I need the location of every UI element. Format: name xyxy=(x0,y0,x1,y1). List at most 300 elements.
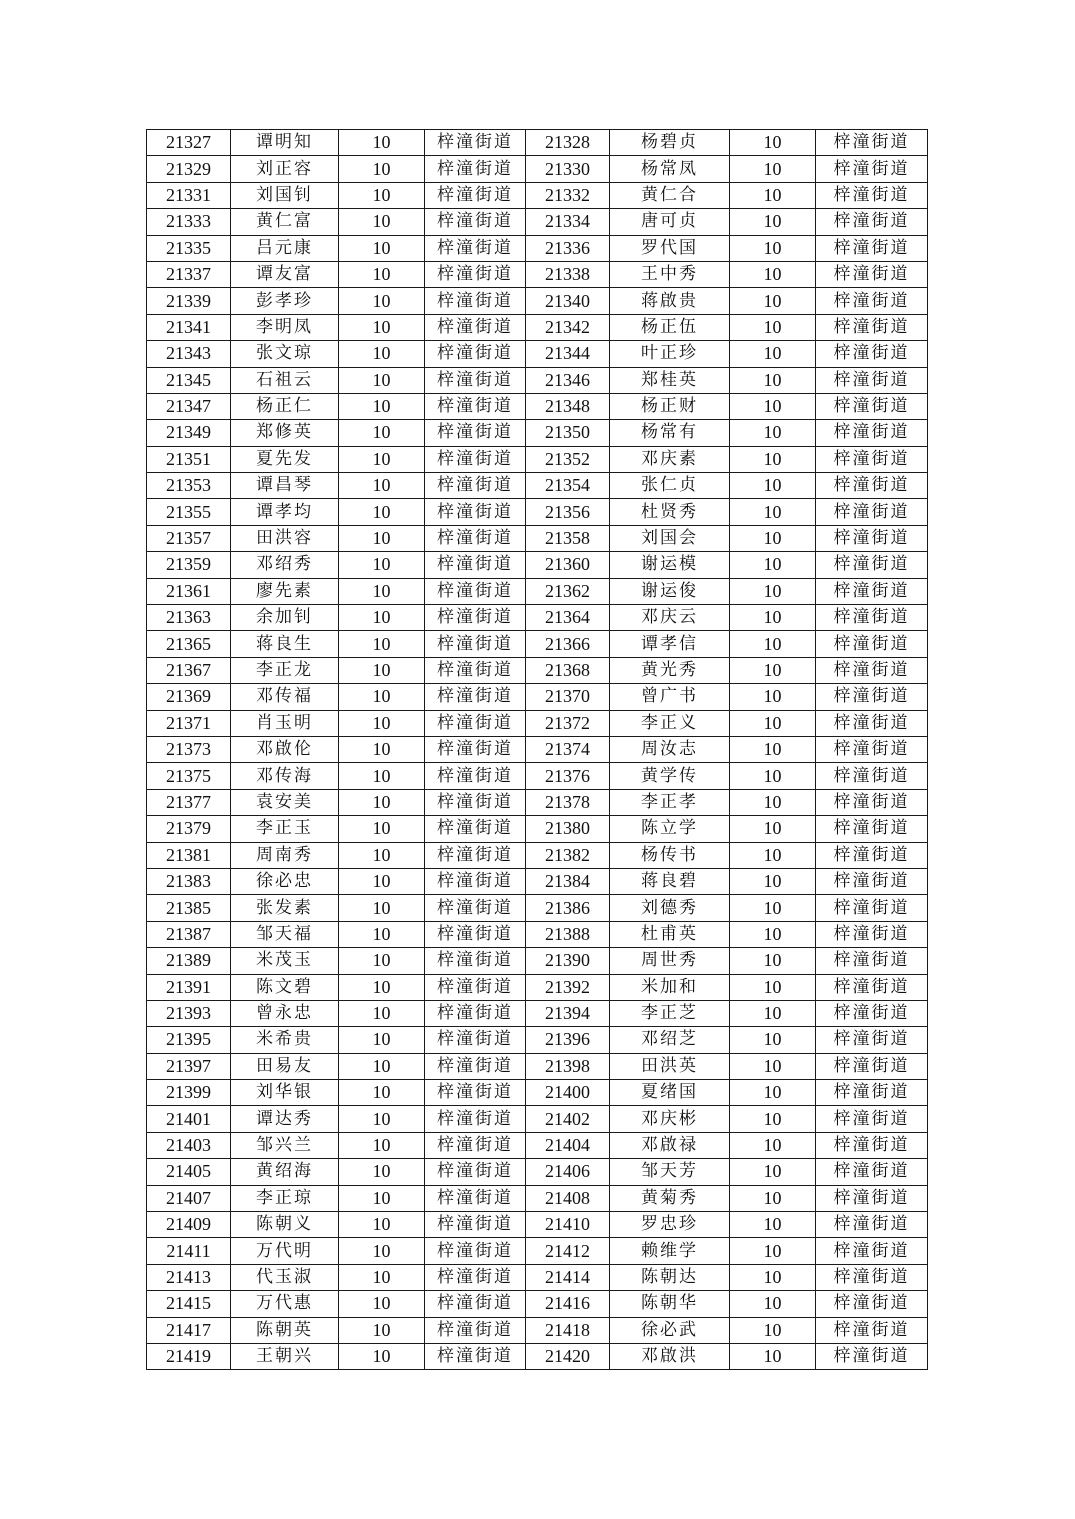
right-serial-number-cell: 21396 xyxy=(526,1027,610,1053)
left-serial-number-cell: 21391 xyxy=(147,974,231,1000)
table-row xyxy=(147,1264,928,1290)
right-street-cell: 梓潼街道 xyxy=(816,763,928,789)
right-street-cell: 梓潼街道 xyxy=(816,974,928,1000)
right-amount-cell: 10 xyxy=(730,235,816,261)
left-amount-cell: 10 xyxy=(339,552,425,578)
right-serial-number-cell: 21376 xyxy=(526,763,610,789)
table-row xyxy=(147,130,928,156)
right-serial-number-cell: 21350 xyxy=(526,420,610,446)
left-person-name-cell: 陈文碧 xyxy=(231,974,339,1000)
right-amount-cell: 10 xyxy=(730,816,816,842)
right-serial-number-cell: 21408 xyxy=(526,1185,610,1211)
left-person-name-cell: 谭明知 xyxy=(231,130,339,156)
right-person-name-cell: 陈朝达 xyxy=(610,1264,730,1290)
right-serial-number-cell: 21378 xyxy=(526,789,610,815)
left-street-cell: 梓潼街道 xyxy=(425,1185,526,1211)
left-person-name-cell: 王朝兴 xyxy=(231,1343,339,1369)
right-person-name-cell: 唐可贞 xyxy=(610,209,730,235)
left-serial-number-cell: 21349 xyxy=(147,420,231,446)
left-amount-cell: 10 xyxy=(339,525,425,551)
right-person-name-cell: 蒋啟贵 xyxy=(610,288,730,314)
right-serial-number-cell: 21404 xyxy=(526,1132,610,1158)
right-street-cell: 梓潼街道 xyxy=(816,182,928,208)
right-serial-number-cell: 21394 xyxy=(526,1000,610,1026)
table-row xyxy=(147,393,928,419)
right-amount-cell: 10 xyxy=(730,974,816,1000)
right-street-cell: 梓潼街道 xyxy=(816,525,928,551)
left-person-name-cell: 谭达秀 xyxy=(231,1106,339,1132)
right-amount-cell: 10 xyxy=(730,895,816,921)
left-person-name-cell: 谭昌琴 xyxy=(231,473,339,499)
right-street-cell: 梓潼街道 xyxy=(816,1106,928,1132)
table-row xyxy=(147,816,928,842)
left-street-cell: 梓潼街道 xyxy=(425,1343,526,1369)
left-serial-number-cell: 21403 xyxy=(147,1132,231,1158)
right-person-name-cell: 邓绍芝 xyxy=(610,1027,730,1053)
right-serial-number-cell: 21330 xyxy=(526,156,610,182)
right-person-name-cell: 邓庆彬 xyxy=(610,1106,730,1132)
right-amount-cell: 10 xyxy=(730,261,816,287)
left-amount-cell: 10 xyxy=(339,156,425,182)
left-serial-number-cell: 21367 xyxy=(147,657,231,683)
left-person-name-cell: 袁安美 xyxy=(231,789,339,815)
table-row xyxy=(147,1159,928,1185)
left-street-cell: 梓潼街道 xyxy=(425,261,526,287)
left-street-cell: 梓潼街道 xyxy=(425,605,526,631)
right-person-name-cell: 刘德秀 xyxy=(610,895,730,921)
right-serial-number-cell: 21342 xyxy=(526,314,610,340)
left-serial-number-cell: 21389 xyxy=(147,948,231,974)
left-person-name-cell: 余加钊 xyxy=(231,605,339,631)
table-row xyxy=(147,1238,928,1264)
left-serial-number-cell: 21415 xyxy=(147,1291,231,1317)
left-person-name-cell: 彭孝珍 xyxy=(231,288,339,314)
left-serial-number-cell: 21379 xyxy=(147,816,231,842)
table-row xyxy=(147,578,928,604)
right-amount-cell: 10 xyxy=(730,684,816,710)
right-person-name-cell: 罗代国 xyxy=(610,235,730,261)
right-person-name-cell: 张仁贞 xyxy=(610,473,730,499)
right-amount-cell: 10 xyxy=(730,605,816,631)
right-person-name-cell: 杨碧贞 xyxy=(610,130,730,156)
right-person-name-cell: 黄学传 xyxy=(610,763,730,789)
left-person-name-cell: 张文琼 xyxy=(231,341,339,367)
left-person-name-cell: 田易友 xyxy=(231,1053,339,1079)
left-amount-cell: 10 xyxy=(339,1238,425,1264)
left-street-cell: 梓潼街道 xyxy=(425,710,526,736)
right-amount-cell: 10 xyxy=(730,130,816,156)
left-serial-number-cell: 21405 xyxy=(147,1159,231,1185)
right-amount-cell: 10 xyxy=(730,288,816,314)
right-serial-number-cell: 21372 xyxy=(526,710,610,736)
right-street-cell: 梓潼街道 xyxy=(816,1000,928,1026)
left-serial-number-cell: 21375 xyxy=(147,763,231,789)
right-amount-cell: 10 xyxy=(730,1053,816,1079)
left-serial-number-cell: 21393 xyxy=(147,1000,231,1026)
table-row xyxy=(147,1343,928,1369)
right-person-name-cell: 杨传书 xyxy=(610,842,730,868)
left-amount-cell: 10 xyxy=(339,684,425,710)
left-person-name-cell: 米茂玉 xyxy=(231,948,339,974)
right-person-name-cell: 黄光秀 xyxy=(610,657,730,683)
right-serial-number-cell: 21410 xyxy=(526,1212,610,1238)
right-street-cell: 梓潼街道 xyxy=(816,288,928,314)
table-row xyxy=(147,1106,928,1132)
right-person-name-cell: 邓庆云 xyxy=(610,605,730,631)
left-serial-number-cell: 21409 xyxy=(147,1212,231,1238)
table-row xyxy=(147,921,928,947)
table-row xyxy=(147,789,928,815)
left-amount-cell: 10 xyxy=(339,657,425,683)
right-amount-cell: 10 xyxy=(730,631,816,657)
right-serial-number-cell: 21398 xyxy=(526,1053,610,1079)
right-serial-number-cell: 21348 xyxy=(526,393,610,419)
left-amount-cell: 10 xyxy=(339,1000,425,1026)
left-street-cell: 梓潼街道 xyxy=(425,288,526,314)
right-person-name-cell: 王中秀 xyxy=(610,261,730,287)
right-person-name-cell: 徐必武 xyxy=(610,1317,730,1343)
right-serial-number-cell: 21354 xyxy=(526,473,610,499)
table-row xyxy=(147,605,928,631)
left-street-cell: 梓潼街道 xyxy=(425,631,526,657)
left-amount-cell: 10 xyxy=(339,816,425,842)
left-person-name-cell: 邓绍秀 xyxy=(231,552,339,578)
right-person-name-cell: 赖维学 xyxy=(610,1238,730,1264)
right-street-cell: 梓潼街道 xyxy=(816,816,928,842)
left-street-cell: 梓潼街道 xyxy=(425,552,526,578)
right-street-cell: 梓潼街道 xyxy=(816,1264,928,1290)
left-street-cell: 梓潼街道 xyxy=(425,789,526,815)
left-amount-cell: 10 xyxy=(339,1080,425,1106)
right-street-cell: 梓潼街道 xyxy=(816,420,928,446)
right-serial-number-cell: 21406 xyxy=(526,1159,610,1185)
table-row xyxy=(147,341,928,367)
right-serial-number-cell: 21328 xyxy=(526,130,610,156)
left-person-name-cell: 郑修英 xyxy=(231,420,339,446)
right-amount-cell: 10 xyxy=(730,868,816,894)
right-person-name-cell: 谢运模 xyxy=(610,552,730,578)
left-serial-number-cell: 21377 xyxy=(147,789,231,815)
left-street-cell: 梓潼街道 xyxy=(425,446,526,472)
left-street-cell: 梓潼街道 xyxy=(425,948,526,974)
left-street-cell: 梓潼街道 xyxy=(425,156,526,182)
left-serial-number-cell: 21395 xyxy=(147,1027,231,1053)
left-street-cell: 梓潼街道 xyxy=(425,1264,526,1290)
left-serial-number-cell: 21351 xyxy=(147,446,231,472)
right-person-name-cell: 罗忠珍 xyxy=(610,1212,730,1238)
right-street-cell: 梓潼街道 xyxy=(816,209,928,235)
left-person-name-cell: 田洪容 xyxy=(231,525,339,551)
right-street-cell: 梓潼街道 xyxy=(816,1132,928,1158)
right-street-cell: 梓潼街道 xyxy=(816,736,928,762)
right-street-cell: 梓潼街道 xyxy=(816,1027,928,1053)
left-street-cell: 梓潼街道 xyxy=(425,1000,526,1026)
right-amount-cell: 10 xyxy=(730,1132,816,1158)
right-person-name-cell: 夏绪国 xyxy=(610,1080,730,1106)
table-row xyxy=(147,261,928,287)
left-person-name-cell: 廖先素 xyxy=(231,578,339,604)
table-row xyxy=(147,1291,928,1317)
left-street-cell: 梓潼街道 xyxy=(425,1291,526,1317)
right-person-name-cell: 曾广书 xyxy=(610,684,730,710)
left-serial-number-cell: 21411 xyxy=(147,1238,231,1264)
left-serial-number-cell: 21371 xyxy=(147,710,231,736)
left-street-cell: 梓潼街道 xyxy=(425,1080,526,1106)
left-person-name-cell: 吕元康 xyxy=(231,235,339,261)
right-amount-cell: 10 xyxy=(730,156,816,182)
left-amount-cell: 10 xyxy=(339,868,425,894)
left-serial-number-cell: 21365 xyxy=(147,631,231,657)
document-page xyxy=(146,129,927,1370)
left-serial-number-cell: 21401 xyxy=(147,1106,231,1132)
left-amount-cell: 10 xyxy=(339,1291,425,1317)
right-street-cell: 梓潼街道 xyxy=(816,314,928,340)
right-serial-number-cell: 21358 xyxy=(526,525,610,551)
left-person-name-cell: 黄仁富 xyxy=(231,209,339,235)
right-serial-number-cell: 21420 xyxy=(526,1343,610,1369)
left-street-cell: 梓潼街道 xyxy=(425,393,526,419)
left-amount-cell: 10 xyxy=(339,314,425,340)
left-person-name-cell: 杨正仁 xyxy=(231,393,339,419)
right-street-cell: 梓潼街道 xyxy=(816,921,928,947)
left-amount-cell: 10 xyxy=(339,1343,425,1369)
left-street-cell: 梓潼街道 xyxy=(425,974,526,1000)
roster-table xyxy=(146,129,928,1370)
table-row xyxy=(147,631,928,657)
right-street-cell: 梓潼街道 xyxy=(816,868,928,894)
right-amount-cell: 10 xyxy=(730,1000,816,1026)
left-serial-number-cell: 21331 xyxy=(147,182,231,208)
right-amount-cell: 10 xyxy=(730,1238,816,1264)
left-street-cell: 梓潼街道 xyxy=(425,816,526,842)
left-amount-cell: 10 xyxy=(339,1027,425,1053)
right-serial-number-cell: 21386 xyxy=(526,895,610,921)
right-street-cell: 梓潼街道 xyxy=(816,789,928,815)
left-amount-cell: 10 xyxy=(339,367,425,393)
left-street-cell: 梓潼街道 xyxy=(425,209,526,235)
left-person-name-cell: 陈朝英 xyxy=(231,1317,339,1343)
table-row xyxy=(147,1212,928,1238)
right-serial-number-cell: 21402 xyxy=(526,1106,610,1132)
right-amount-cell: 10 xyxy=(730,1027,816,1053)
left-person-name-cell: 谭孝均 xyxy=(231,499,339,525)
right-serial-number-cell: 21418 xyxy=(526,1317,610,1343)
left-amount-cell: 10 xyxy=(339,631,425,657)
left-person-name-cell: 李正玉 xyxy=(231,816,339,842)
left-serial-number-cell: 21359 xyxy=(147,552,231,578)
table-row xyxy=(147,288,928,314)
left-street-cell: 梓潼街道 xyxy=(425,235,526,261)
right-amount-cell: 10 xyxy=(730,763,816,789)
table-row xyxy=(147,156,928,182)
right-amount-cell: 10 xyxy=(730,842,816,868)
right-amount-cell: 10 xyxy=(730,393,816,419)
right-street-cell: 梓潼街道 xyxy=(816,130,928,156)
right-amount-cell: 10 xyxy=(730,182,816,208)
right-street-cell: 梓潼街道 xyxy=(816,473,928,499)
right-street-cell: 梓潼街道 xyxy=(816,261,928,287)
left-person-name-cell: 邓啟伦 xyxy=(231,736,339,762)
right-person-name-cell: 谢运俊 xyxy=(610,578,730,604)
left-amount-cell: 10 xyxy=(339,235,425,261)
left-serial-number-cell: 21329 xyxy=(147,156,231,182)
left-street-cell: 梓潼街道 xyxy=(425,473,526,499)
right-person-name-cell: 杜贤秀 xyxy=(610,499,730,525)
left-person-name-cell: 李正琼 xyxy=(231,1185,339,1211)
table-row xyxy=(147,710,928,736)
right-serial-number-cell: 21374 xyxy=(526,736,610,762)
right-street-cell: 梓潼街道 xyxy=(816,235,928,261)
left-amount-cell: 10 xyxy=(339,921,425,947)
left-street-cell: 梓潼街道 xyxy=(425,1238,526,1264)
right-person-name-cell: 邹天芳 xyxy=(610,1159,730,1185)
table-row xyxy=(147,367,928,393)
right-amount-cell: 10 xyxy=(730,367,816,393)
right-person-name-cell: 郑桂英 xyxy=(610,367,730,393)
table-row xyxy=(147,420,928,446)
left-serial-number-cell: 21357 xyxy=(147,525,231,551)
left-amount-cell: 10 xyxy=(339,605,425,631)
table-row xyxy=(147,499,928,525)
left-amount-cell: 10 xyxy=(339,1212,425,1238)
right-street-cell: 梓潼街道 xyxy=(816,631,928,657)
left-amount-cell: 10 xyxy=(339,473,425,499)
left-street-cell: 梓潼街道 xyxy=(425,657,526,683)
left-serial-number-cell: 21339 xyxy=(147,288,231,314)
right-person-name-cell: 黄菊秀 xyxy=(610,1185,730,1211)
left-person-name-cell: 曾永忠 xyxy=(231,1000,339,1026)
right-person-name-cell: 米加和 xyxy=(610,974,730,1000)
left-amount-cell: 10 xyxy=(339,261,425,287)
left-person-name-cell: 蒋良生 xyxy=(231,631,339,657)
left-person-name-cell: 邹天福 xyxy=(231,921,339,947)
left-serial-number-cell: 21343 xyxy=(147,341,231,367)
right-person-name-cell: 杨常有 xyxy=(610,420,730,446)
left-amount-cell: 10 xyxy=(339,446,425,472)
left-serial-number-cell: 21363 xyxy=(147,605,231,631)
left-street-cell: 梓潼街道 xyxy=(425,182,526,208)
left-street-cell: 梓潼街道 xyxy=(425,842,526,868)
left-serial-number-cell: 21407 xyxy=(147,1185,231,1211)
table-row xyxy=(147,1000,928,1026)
left-person-name-cell: 周南秀 xyxy=(231,842,339,868)
right-serial-number-cell: 21356 xyxy=(526,499,610,525)
left-amount-cell: 10 xyxy=(339,763,425,789)
right-amount-cell: 10 xyxy=(730,341,816,367)
left-amount-cell: 10 xyxy=(339,182,425,208)
right-person-name-cell: 李正孝 xyxy=(610,789,730,815)
right-person-name-cell: 陈立学 xyxy=(610,816,730,842)
left-amount-cell: 10 xyxy=(339,1132,425,1158)
table-row xyxy=(147,895,928,921)
left-amount-cell: 10 xyxy=(339,420,425,446)
right-street-cell: 梓潼街道 xyxy=(816,948,928,974)
left-serial-number-cell: 21333 xyxy=(147,209,231,235)
table-row xyxy=(147,948,928,974)
left-street-cell: 梓潼街道 xyxy=(425,684,526,710)
right-serial-number-cell: 21380 xyxy=(526,816,610,842)
right-street-cell: 梓潼街道 xyxy=(816,1185,928,1211)
left-person-name-cell: 夏先发 xyxy=(231,446,339,472)
right-amount-cell: 10 xyxy=(730,1212,816,1238)
table-row xyxy=(147,552,928,578)
left-person-name-cell: 邓传福 xyxy=(231,684,339,710)
right-person-name-cell: 邓啟禄 xyxy=(610,1132,730,1158)
left-street-cell: 梓潼街道 xyxy=(425,868,526,894)
left-serial-number-cell: 21341 xyxy=(147,314,231,340)
left-street-cell: 梓潼街道 xyxy=(425,1159,526,1185)
right-street-cell: 梓潼街道 xyxy=(816,1291,928,1317)
right-serial-number-cell: 21340 xyxy=(526,288,610,314)
left-amount-cell: 10 xyxy=(339,736,425,762)
left-amount-cell: 10 xyxy=(339,130,425,156)
left-street-cell: 梓潼街道 xyxy=(425,1106,526,1132)
right-serial-number-cell: 21352 xyxy=(526,446,610,472)
left-serial-number-cell: 21353 xyxy=(147,473,231,499)
left-serial-number-cell: 21417 xyxy=(147,1317,231,1343)
right-amount-cell: 10 xyxy=(730,552,816,578)
right-amount-cell: 10 xyxy=(730,736,816,762)
right-serial-number-cell: 21336 xyxy=(526,235,610,261)
left-serial-number-cell: 21335 xyxy=(147,235,231,261)
right-street-cell: 梓潼街道 xyxy=(816,552,928,578)
left-street-cell: 梓潼街道 xyxy=(425,763,526,789)
table-row xyxy=(147,1317,928,1343)
left-person-name-cell: 刘华银 xyxy=(231,1080,339,1106)
left-serial-number-cell: 21345 xyxy=(147,367,231,393)
right-serial-number-cell: 21332 xyxy=(526,182,610,208)
left-serial-number-cell: 21419 xyxy=(147,1343,231,1369)
left-street-cell: 梓潼街道 xyxy=(425,367,526,393)
table-row xyxy=(147,974,928,1000)
left-street-cell: 梓潼街道 xyxy=(425,314,526,340)
right-amount-cell: 10 xyxy=(730,578,816,604)
right-amount-cell: 10 xyxy=(730,473,816,499)
right-amount-cell: 10 xyxy=(730,1185,816,1211)
left-street-cell: 梓潼街道 xyxy=(425,420,526,446)
right-street-cell: 梓潼街道 xyxy=(816,1238,928,1264)
left-street-cell: 梓潼街道 xyxy=(425,895,526,921)
left-serial-number-cell: 21385 xyxy=(147,895,231,921)
right-amount-cell: 10 xyxy=(730,314,816,340)
right-amount-cell: 10 xyxy=(730,420,816,446)
left-serial-number-cell: 21369 xyxy=(147,684,231,710)
right-amount-cell: 10 xyxy=(730,921,816,947)
right-serial-number-cell: 21364 xyxy=(526,605,610,631)
right-serial-number-cell: 21382 xyxy=(526,842,610,868)
left-street-cell: 梓潼街道 xyxy=(425,1053,526,1079)
left-serial-number-cell: 21413 xyxy=(147,1264,231,1290)
right-street-cell: 梓潼街道 xyxy=(816,1317,928,1343)
left-street-cell: 梓潼街道 xyxy=(425,1212,526,1238)
table-row xyxy=(147,657,928,683)
right-amount-cell: 10 xyxy=(730,789,816,815)
right-serial-number-cell: 21338 xyxy=(526,261,610,287)
left-street-cell: 梓潼街道 xyxy=(425,1317,526,1343)
right-person-name-cell: 杨正伍 xyxy=(610,314,730,340)
left-amount-cell: 10 xyxy=(339,842,425,868)
right-person-name-cell: 蒋良碧 xyxy=(610,868,730,894)
table-row xyxy=(147,1053,928,1079)
right-serial-number-cell: 21414 xyxy=(526,1264,610,1290)
table-row xyxy=(147,446,928,472)
right-amount-cell: 10 xyxy=(730,446,816,472)
table-row xyxy=(147,684,928,710)
left-person-name-cell: 万代明 xyxy=(231,1238,339,1264)
left-person-name-cell: 代玉淑 xyxy=(231,1264,339,1290)
table-row xyxy=(147,1185,928,1211)
right-person-name-cell: 田洪英 xyxy=(610,1053,730,1079)
